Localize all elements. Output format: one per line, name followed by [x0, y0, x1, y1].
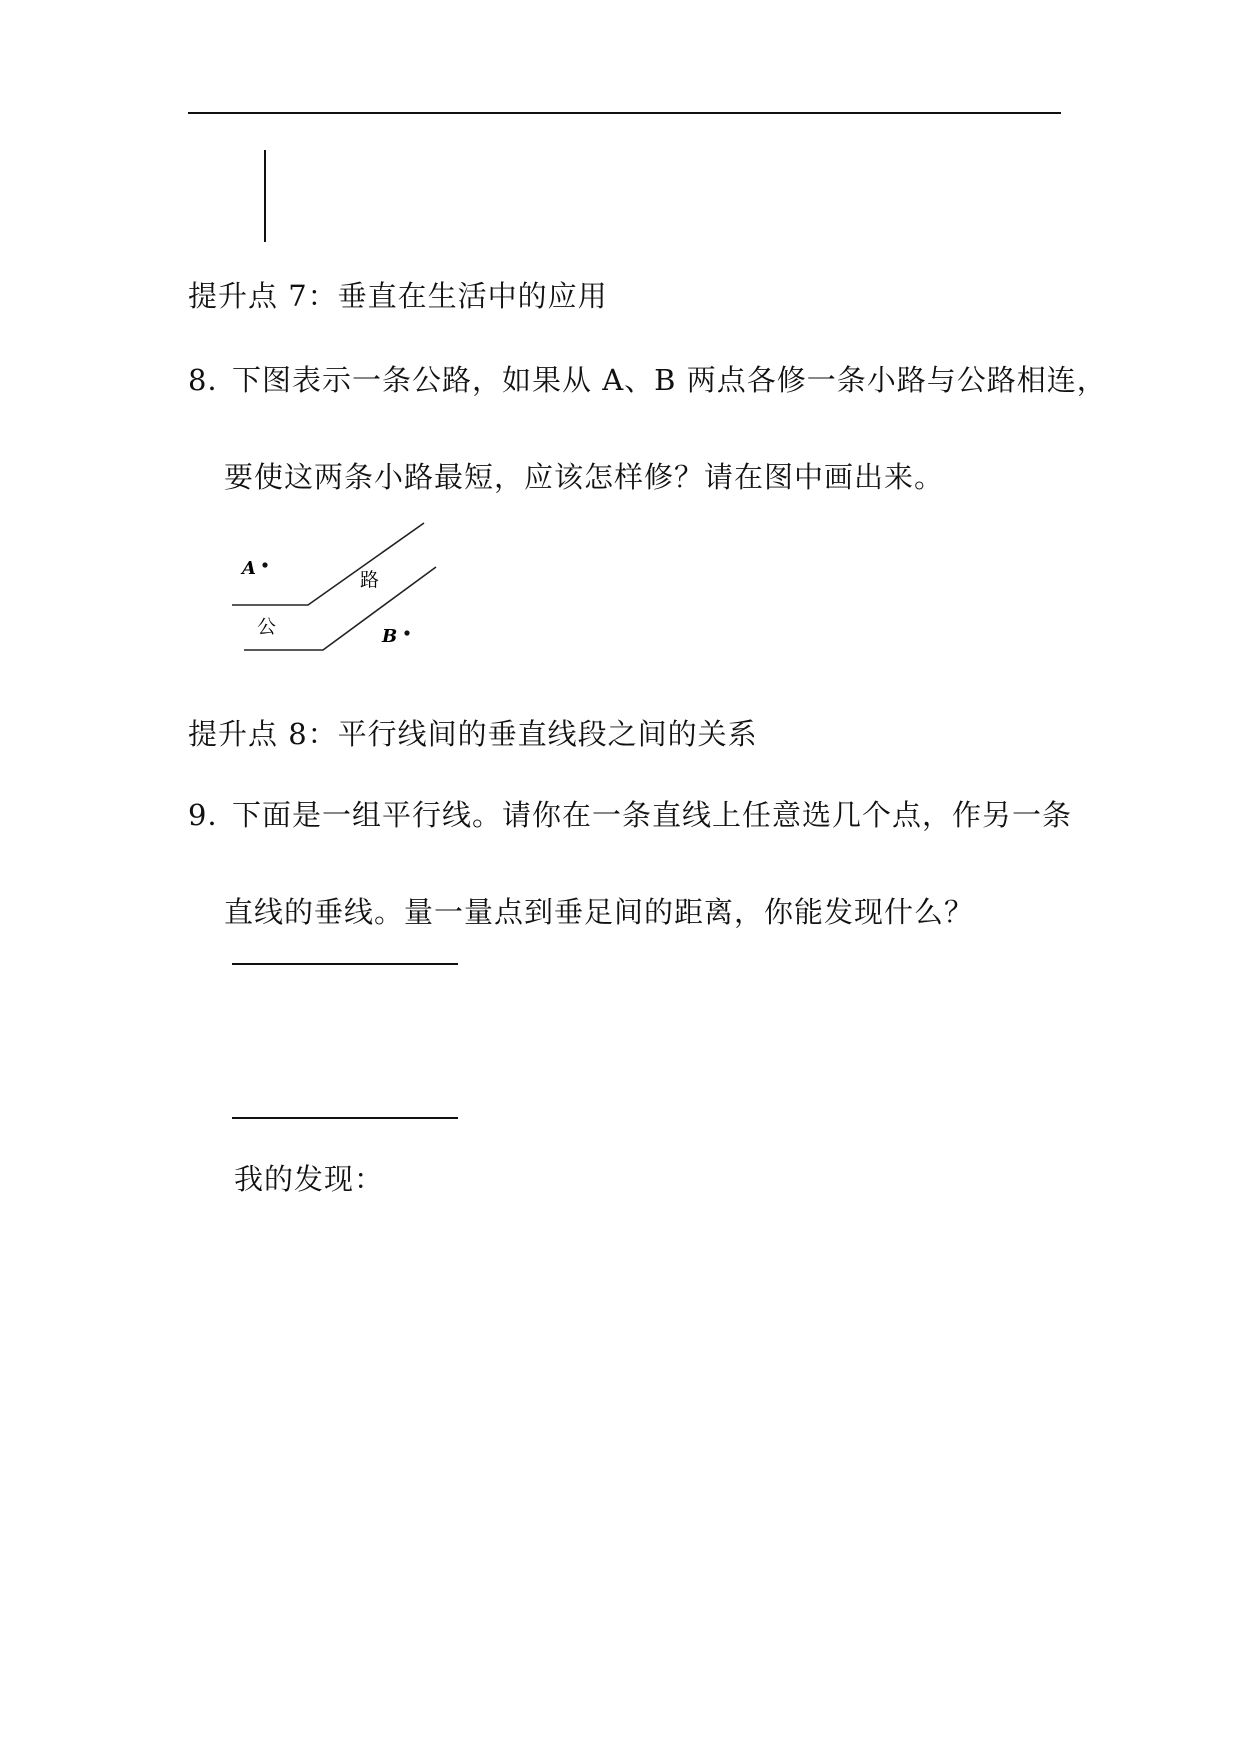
point-b-label: B [382, 626, 398, 647]
question-8-line-2: 要使这两条小路最短，应该怎样修？请在图中画出来。 [224, 460, 945, 494]
road-label-gong: 公 [257, 616, 277, 638]
parallel-line-upper [232, 963, 458, 965]
point-b-dot [404, 630, 409, 635]
question-8-line-1: 下图表示一条公路，如果从 A、B 两点各修一条小路与公路相连， [232, 363, 1107, 397]
question-number-9: 9． [188, 798, 238, 832]
top-horizontal-line [188, 112, 1061, 114]
answer-label: 我的发现： [234, 1162, 385, 1196]
road-edge-upper [232, 523, 424, 605]
road-figure [220, 515, 450, 655]
question-9-line-1: 下面是一组平行线。请你在一条直线上任意选几个点，作另一条 [232, 798, 1073, 832]
question-number-8: 8． [188, 363, 238, 397]
vertical-line-segment [264, 150, 266, 242]
question-9-line-2: 直线的垂线。量一量点到垂足间的距离，你能发现什么？ [224, 895, 975, 929]
point-a-label: A [242, 558, 256, 579]
section-heading-7: 提升点 7：垂直在生活中的应用 [188, 279, 608, 313]
parallel-line-lower [232, 1117, 458, 1119]
road-label-lu: 路 [360, 569, 380, 591]
section-heading-8: 提升点 8：平行线间的垂直线段之间的关系 [188, 717, 758, 751]
point-a-dot [262, 562, 267, 567]
